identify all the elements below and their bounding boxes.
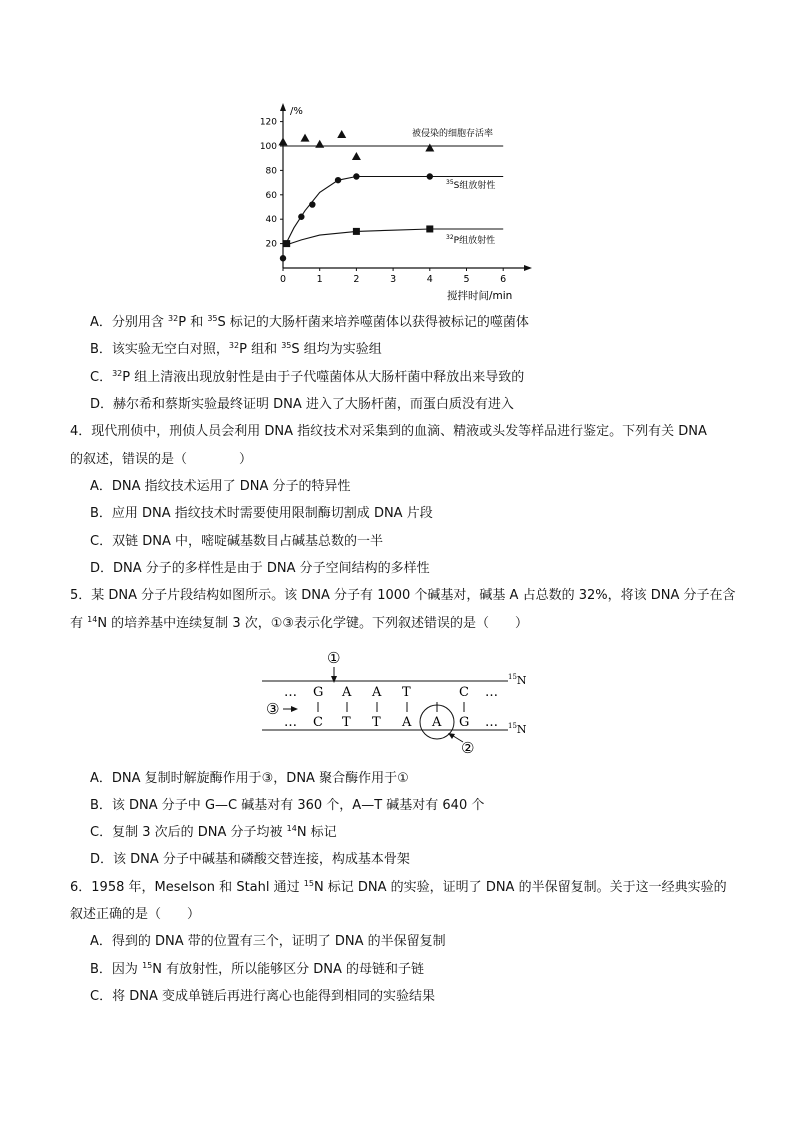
n15-label-top: $^{15}$N [508,673,527,687]
top-base: A [342,685,352,700]
q3-option-d: D．赫尔希和蔡斯实验最终证明 DNA 进入了大肠杆菌，而蛋白质没有进入 [90,397,514,412]
q4-option-b: B．应用 DNA 指纹技术时需要使用限制酶切割成 DNA 片段 [90,506,433,521]
q4-stem-line1: 4．现代刑侦中，刑侦人员会利用 DNA 指纹技术对采集到的血滴、精液或头发等样品进行鉴定。下列有关 DNA [70,424,707,439]
circle-point [309,201,315,207]
p32-series-label: $^{32}$P组放射性 [446,234,496,246]
y-tick-label: 100 [259,142,277,152]
x-axis-label: 搅拌时间/min [447,290,513,302]
q3-option-c: C．$^{32}$P 组上清液出现放射性是由于子代噬菌体从大肠杆菌中释放出来导致的 [90,369,525,385]
top-base: T [402,685,411,700]
bottom-base: … [284,715,297,730]
x-tick-label: 1 [316,274,323,285]
label-3: ③ [266,700,280,718]
y-axis-arrow [280,103,286,111]
top-base: … [284,685,297,700]
label-3-arrowhead [291,706,298,712]
dna-fragment-diagram [0,645,794,770]
q4-option-a: A．DNA 指纹技术运用了 DNA 分子的特异性 [90,479,351,494]
label-1: ① [327,649,341,667]
q3-option-a: A．分别用含 $^{32}$P 和 $^{35}$S 标记的大肠杆菌来培养噬菌体以获得被标记的噬菌体 [90,314,529,330]
bottom-base: G [459,715,470,730]
top-base: A [372,685,382,700]
y-tick-label: 60 [265,190,277,201]
bottom-base: T [372,715,381,730]
n15-label-bottom: $^{15}$N [508,722,527,736]
x-tick-label: 0 [279,274,287,285]
top-base: … [485,685,498,700]
q5-option-c: C．复制 3 次后的 DNA 分子均被 $^{14}$N 标记 [90,824,337,840]
y-tick-label: 20 [265,239,277,250]
triangle-point [425,143,434,151]
circle-point [298,214,304,220]
q6-option-a: A．得到的 DNA 带的位置有三个，证明了 DNA 的半保留复制 [90,934,446,949]
square-point [283,240,290,247]
top-base: C [459,685,469,700]
label-1-arrowhead [331,676,337,683]
bottom-base: C [313,715,323,730]
square-point [353,228,360,235]
circle-point [280,255,286,261]
label-2: ② [461,739,475,757]
x-tick-label: 2 [353,274,360,285]
bottom-base: T [342,715,351,730]
q5-option-a: A．DNA 复制时解旋酶作用于③，DNA 聚合酶作用于① [90,771,409,786]
circle-point [427,173,433,179]
q5-option-d: D．该 DNA 分子中碱基和磷酸交替连接，构成基本骨架 [90,852,410,867]
circle-point [353,173,359,179]
q5-stem-line1: 5．某 DNA 分子片段结构如图所示。该 DNA 分子有 1000 个碱基对，碱基 A 占总数的 32%，将该 DNA 分子在含 [70,588,736,603]
triangle-point [337,130,346,138]
bottom-base: … [485,715,498,730]
q6-stem-line2: 叙述正确的是（ ） [70,907,201,922]
q4-option-d: D．DNA 分子的多样性是由于 DNA 分子空间结构的多样性 [90,561,430,576]
survival-series-label: 被侵染的细胞存活率 [412,129,494,139]
q4-stem-line2: 的叙述，错误的是（ ） [70,452,253,467]
triangle-point [315,140,324,148]
bottom-base: A [402,715,412,730]
x-axis-arrow [524,265,532,271]
q6-option-c: C．将 DNA 变成单链后再进行离心也能得到相同的实验结果 [90,989,435,1004]
bottom-base: A [432,715,442,730]
q6-stem-line1: 6．1958 年，Meselson 和 Stahl 通过 $^{15}$N 标记 DNA 的实验，证明了 DNA 的半保留复制。关于这一经典实验的 [70,879,727,895]
y-tick-label: 40 [265,215,277,226]
top-base: G [313,685,324,700]
radioactivity-chart [0,0,794,310]
square-point [426,225,433,232]
x-tick-label: 3 [390,274,397,285]
q6-option-b: B．因为 $^{15}$N 有放射性，所以能够区分 DNA 的母链和子链 [90,961,424,977]
circle-point [335,177,341,183]
x-tick-label: 5 [463,274,470,285]
y-axis-label: /% [290,106,303,117]
q5-stem-line2: 有 $^{14}$N 的培养基中连续复制 3 次，①③表示化学键。下列叙述错误的是（ ） [70,615,529,631]
triangle-point [352,152,361,160]
q5-option-b: B．该 DNA 分子中 G—C 碱基对有 360 个，A—T 碱基对有 640 个 [90,798,485,813]
y-tick-label: 80 [265,166,277,177]
x-tick-label: 4 [426,274,433,285]
q3-option-b: B．该实验无空白对照，$^{32}$P 组和 $^{35}$S 组均为实验组 [90,341,382,357]
s35-series-label: $^{35}$S组放射性 [446,179,496,191]
triangle-point [279,137,288,145]
x-tick-label: 6 [500,274,507,285]
y-tick-label: 120 [259,117,277,128]
triangle-point [301,134,310,142]
q4-option-c: C．双链 DNA 中，嘧啶碱基数目占碱基总数的一半 [90,534,383,549]
